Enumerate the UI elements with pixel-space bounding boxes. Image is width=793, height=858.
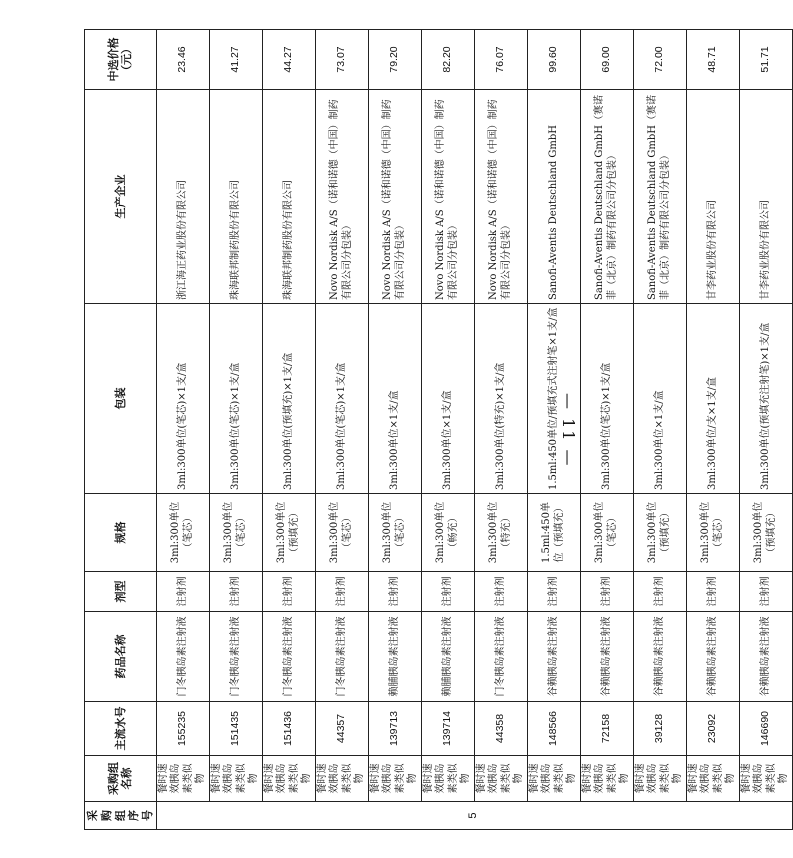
dosage-form-cell: 注射剂: [474, 572, 527, 612]
spec-cell: 3ml:300单位（预填充）: [633, 494, 686, 572]
header-manufacturer: 生产企业: [85, 90, 157, 304]
price-cell: 72.00: [633, 30, 686, 90]
package-cell: 3ml:300单位×1支/盒: [368, 304, 421, 494]
header-group-name: 采购组名称: [85, 756, 157, 802]
package-cell: 3ml:300单位×1支/盒: [633, 304, 686, 494]
package-cell: 3ml:300单位×1支/盒: [421, 304, 474, 494]
drug-name-cell: 门冬胰岛素注射液: [474, 612, 527, 702]
serial-no-cell: 23092: [686, 702, 739, 756]
manufacturer-cell: 甘李药业股份有限公司: [739, 90, 792, 304]
drug-name-cell: 门冬胰岛素注射液: [209, 612, 262, 702]
table-row: [474, 30, 527, 830]
drug-name-cell: 谷赖胰岛素注射液: [686, 612, 739, 702]
dosage-form-cell: 注射剂: [633, 572, 686, 612]
package-cell: 3ml:300单位(笔芯)×1支/盒: [209, 304, 262, 494]
package-cell: 3ml:300单位(预填充)×1支/盒: [262, 304, 315, 494]
drug-name-cell: 谷赖胰岛素注射液: [527, 612, 580, 702]
group-name-cell: 餐时速效胰岛素类似物: [580, 756, 633, 802]
group-name-cell: 餐时速效胰岛素类似物: [633, 756, 686, 802]
drug-name-cell: 谷赖胰岛素注射液: [580, 612, 633, 702]
drug-name-cell: 门冬胰岛素注射液: [156, 612, 209, 702]
serial-no-cell: 139713: [368, 702, 421, 756]
drug-name-cell: 门冬胰岛素注射液: [315, 612, 368, 702]
group-name-cell: 餐时速效胰岛素类似物: [421, 756, 474, 802]
package-cell: 1.5ml:450单位/预填充式注射笔×1支/盒: [527, 304, 580, 494]
serial-no-cell: 39128: [633, 702, 686, 756]
table-row: [686, 30, 739, 830]
group-name-cell: 餐时速效胰岛素类似物: [315, 756, 368, 802]
dosage-form-cell: 注射剂: [156, 572, 209, 612]
drug-name-cell: 赖脯胰岛素注射液: [368, 612, 421, 702]
spec-cell: 3ml:300单位（笔芯）: [156, 494, 209, 572]
dosage-form-cell: 注射剂: [368, 572, 421, 612]
group-name-cell: 餐时速效胰岛素类似物: [686, 756, 739, 802]
drug-name-cell: 谷赖胰岛素注射液: [633, 612, 686, 702]
dosage-form-cell: 注射剂: [262, 572, 315, 612]
table-header-row: [85, 30, 157, 830]
drug-name-cell: 谷赖胰岛素注射液: [739, 612, 792, 702]
table-row: [421, 30, 474, 830]
table-row: [315, 30, 368, 830]
price-cell: 23.46: [156, 30, 209, 90]
header-spec: 规格: [85, 494, 157, 572]
serial-no-cell: 155235: [156, 702, 209, 756]
group-seq-cell: 5: [156, 802, 792, 830]
manufacturer-cell: Novo Nordisk A/S（诺和诺德（中国）制药有限公司分包装）: [315, 90, 368, 304]
price-cell: 79.20: [368, 30, 421, 90]
package-cell: 3ml:300单位(笔芯)×1支/盒: [156, 304, 209, 494]
spec-cell: 3ml:300单位（特充）: [474, 494, 527, 572]
manufacturer-cell: Sanofi-Aventis Deutschland GmbH（赛诺菲（北京）制药有限公司分包装）: [633, 90, 686, 304]
manufacturer-cell: Novo Nordisk A/S（诺和诺德（中国）制药有限公司分包装）: [474, 90, 527, 304]
drug-name-cell: 门冬胰岛素注射液: [262, 612, 315, 702]
header-group-seq: 采购组序号: [85, 802, 157, 830]
spec-cell: 3ml:300单位（笔芯）: [368, 494, 421, 572]
package-cell: 3ml:300单位(笔芯)×1支/盒: [580, 304, 633, 494]
spec-cell: 3ml:300单位（笔芯）: [580, 494, 633, 572]
price-cell: 99.60: [527, 30, 580, 90]
serial-no-cell: 139714: [421, 702, 474, 756]
serial-no-cell: 44357: [315, 702, 368, 756]
manufacturer-cell: Sanofi-Aventis Deutschland GmbH: [527, 90, 580, 304]
spec-cell: 3ml:300单位（预填充）: [739, 494, 792, 572]
header-drug-name: 药品名称: [85, 612, 157, 702]
dosage-form-cell: 注射剂: [527, 572, 580, 612]
dosage-form-cell: 注射剂: [686, 572, 739, 612]
manufacturer-cell: 浙江海正药业股份有限公司: [156, 90, 209, 304]
procurement-table: [84, 29, 793, 830]
group-name-cell: 餐时速效胰岛素类似物: [262, 756, 315, 802]
dosage-form-cell: 注射剂: [739, 572, 792, 612]
serial-no-cell: 148566: [527, 702, 580, 756]
serial-no-cell: 146690: [739, 702, 792, 756]
spec-cell: 1.5ml:450单位（预填充）: [527, 494, 580, 572]
spec-cell: 3ml:300单位（笔芯）: [209, 494, 262, 572]
serial-no-cell: 151436: [262, 702, 315, 756]
price-cell: 51.71: [739, 30, 792, 90]
manufacturer-cell: 珠海联邦制药股份有限公司: [262, 90, 315, 304]
table-row: [156, 30, 209, 830]
rotated-table-page: [84, 30, 790, 830]
price-cell: 73.07: [315, 30, 368, 90]
manufacturer-cell: 甘李药业股份有限公司: [686, 90, 739, 304]
header-package: 包装: [85, 304, 157, 494]
group-name-cell: 餐时速效胰岛素类似物: [527, 756, 580, 802]
price-cell: 41.27: [209, 30, 262, 90]
serial-no-cell: 72158: [580, 702, 633, 756]
price-cell: 76.07: [474, 30, 527, 90]
package-cell: 3ml:300单位/支×1支/盒: [686, 304, 739, 494]
spec-cell: 3ml:300单位（笔芯）: [315, 494, 368, 572]
table-row: [739, 30, 792, 830]
header-dosage-form: 剂型: [85, 572, 157, 612]
group-name-cell: 餐时速效胰岛素类似物: [368, 756, 421, 802]
header-serial-no: 主流水号: [85, 702, 157, 756]
manufacturer-cell: Sanofi-Aventis Deutschland GmbH（赛诺菲（北京）制药有限公司分包装）: [580, 90, 633, 304]
price-cell: 48.71: [686, 30, 739, 90]
group-name-cell: 餐时速效胰岛素类似物: [156, 756, 209, 802]
drug-name-cell: 赖脯胰岛素注射液: [421, 612, 474, 702]
table-row: [262, 30, 315, 830]
dosage-form-cell: 注射剂: [421, 572, 474, 612]
table-row: [209, 30, 262, 830]
serial-no-cell: 151435: [209, 702, 262, 756]
manufacturer-cell: Novo Nordisk A/S（诺和诺德（中国）制药有限公司分包装）: [368, 90, 421, 304]
package-cell: 3ml:300单位(笔芯)×1支/盒: [315, 304, 368, 494]
package-cell: 3ml:300单位(预填充注射笔)×1支/盒: [739, 304, 792, 494]
dosage-form-cell: 注射剂: [580, 572, 633, 612]
dosage-form-cell: 注射剂: [209, 572, 262, 612]
serial-no-cell: 44358: [474, 702, 527, 756]
manufacturer-cell: Novo Nordisk A/S（诺和诺德（中国）制药有限公司分包装）: [421, 90, 474, 304]
group-name-cell: 餐时速效胰岛素类似物: [474, 756, 527, 802]
table-row: [368, 30, 421, 830]
table-row: [633, 30, 686, 830]
dosage-form-cell: 注射剂: [315, 572, 368, 612]
table-row: [580, 30, 633, 830]
group-name-cell: 餐时速效胰岛素类似物: [739, 756, 792, 802]
manufacturer-cell: 珠海联邦制药股份有限公司: [209, 90, 262, 304]
price-cell: 69.00: [580, 30, 633, 90]
package-cell: 3ml:300单位(特充)×1支/盒: [474, 304, 527, 494]
price-cell: 82.20: [421, 30, 474, 90]
group-name-cell: 餐时速效胰岛素类似物: [209, 756, 262, 802]
header-price: 中选价格（元）: [85, 30, 157, 90]
price-cell: 44.27: [262, 30, 315, 90]
spec-cell: 3ml:300单位（笔芯）: [686, 494, 739, 572]
spec-cell: 3ml:300单位（预填充）: [262, 494, 315, 572]
page-number: — 11 —: [559, 392, 578, 468]
spec-cell: 3ml:300单位（畅充）: [421, 494, 474, 572]
